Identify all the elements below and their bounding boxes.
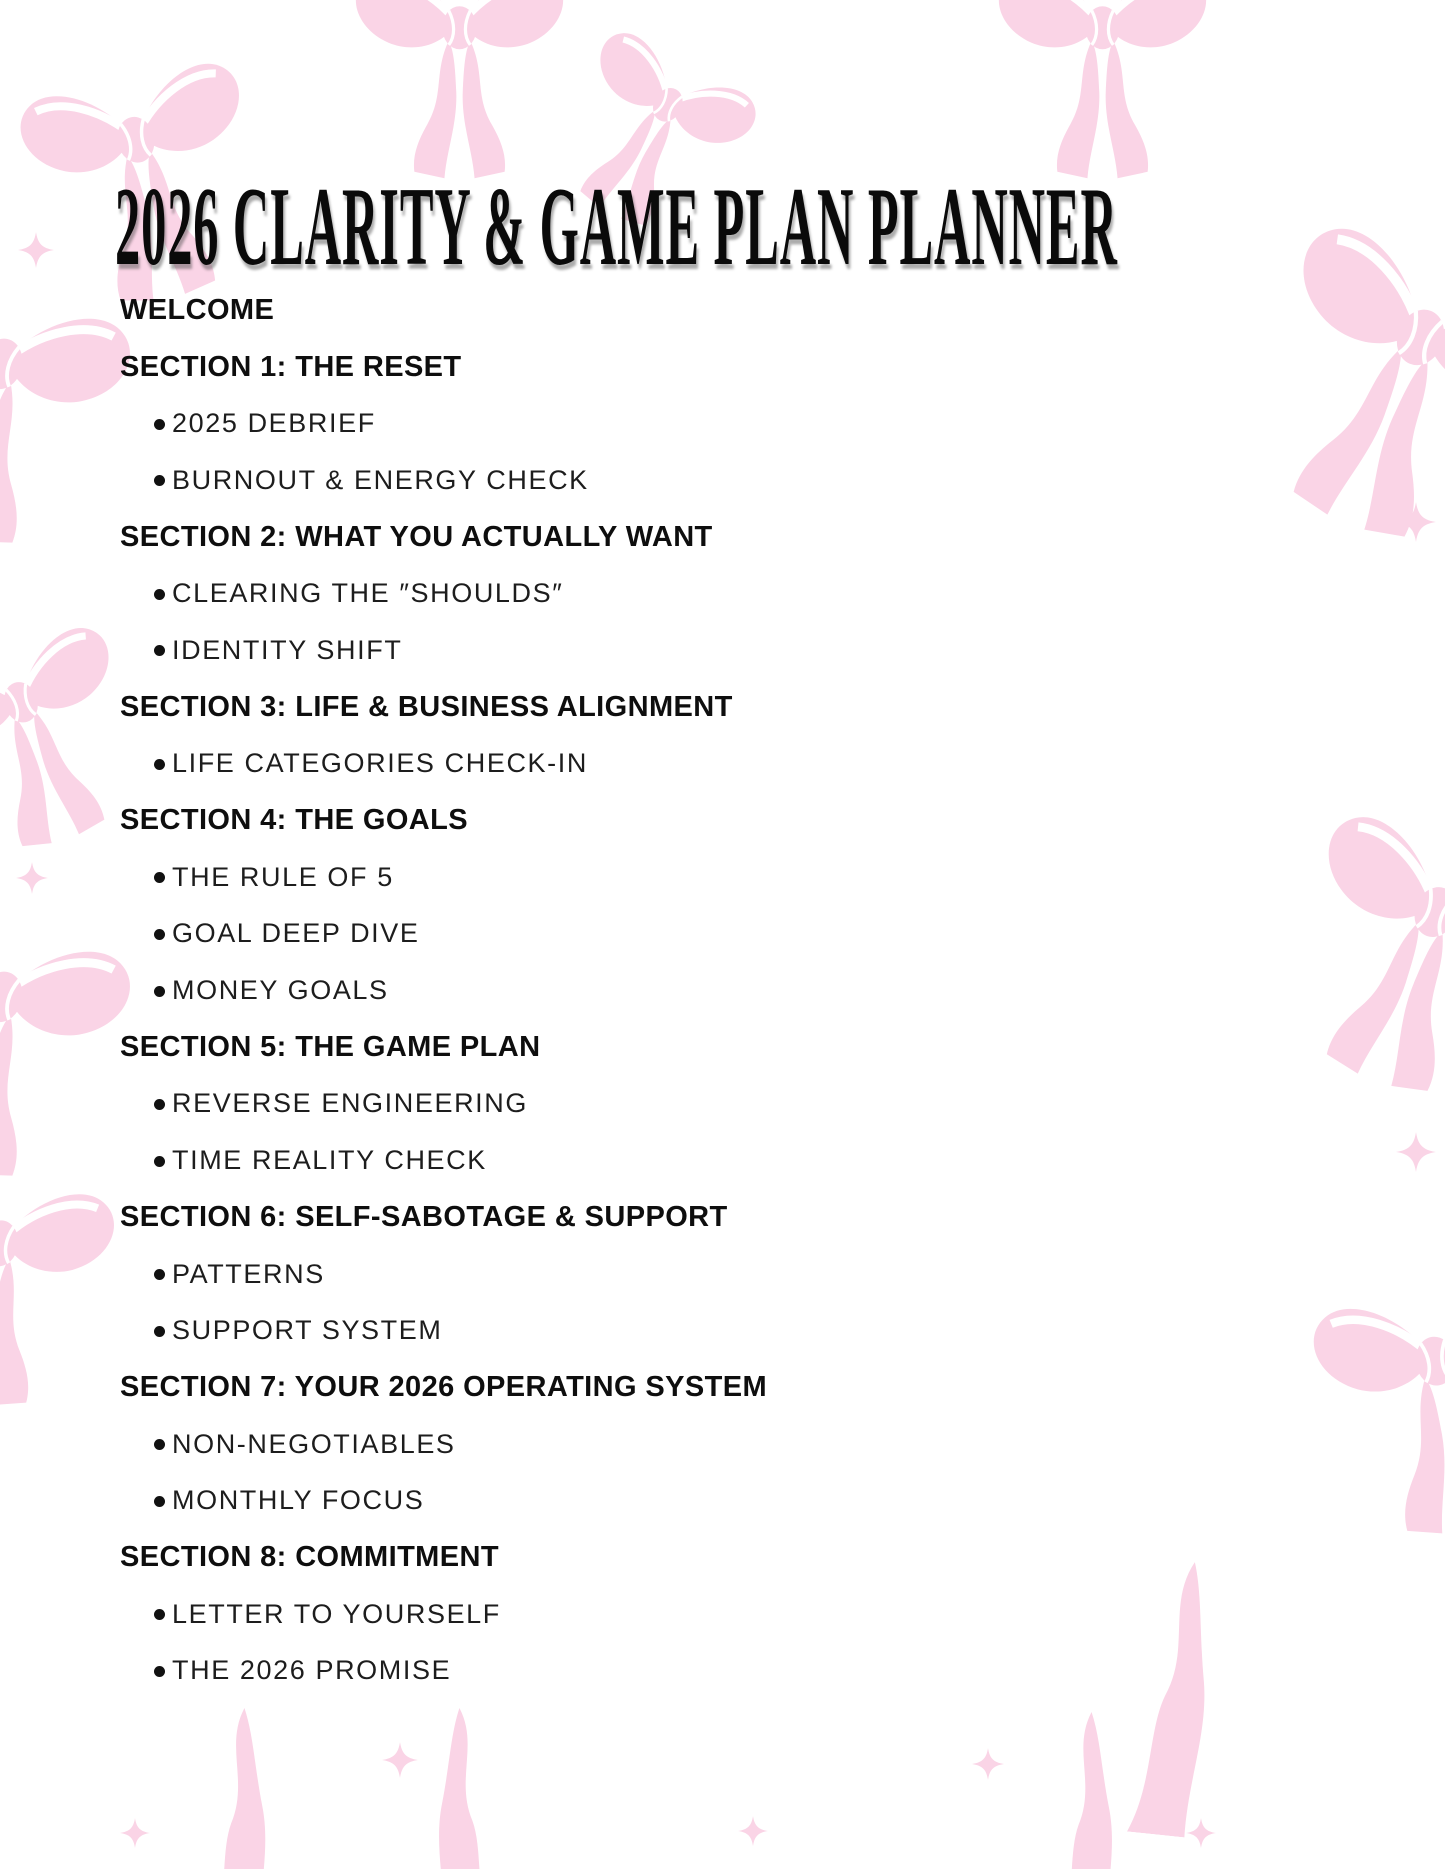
toc-label: SECTION 5: THE GAME PLAN xyxy=(120,1030,541,1063)
toc-bullet-item xyxy=(120,1586,1170,1643)
ribbon-tail-icon xyxy=(405,1708,503,1869)
bullet-dot-icon xyxy=(154,1099,165,1110)
bow-icon xyxy=(1246,748,1445,1147)
bullet-dot-icon xyxy=(154,1326,165,1337)
bullet-dot-icon xyxy=(154,589,165,600)
toc-list xyxy=(120,282,1170,1699)
toc-label: THE RULE OF 5 xyxy=(172,861,394,892)
toc-bullet-item xyxy=(120,1472,1170,1529)
sparkle-icon xyxy=(120,1818,150,1848)
toc-label: GOAL DEEP DIVE xyxy=(172,918,420,949)
toc-label: THE 2026 PROMISE xyxy=(172,1655,452,1686)
toc-bullet-item xyxy=(120,1246,1170,1303)
bullet-dot-icon xyxy=(154,1269,165,1280)
toc-heading xyxy=(120,1189,1170,1246)
toc-label: WELCOME xyxy=(120,293,275,326)
toc-heading xyxy=(120,509,1170,566)
bow-icon xyxy=(0,1113,130,1441)
toc-heading xyxy=(120,792,1170,849)
bullet-dot-icon xyxy=(154,759,165,770)
bullet-dot-icon xyxy=(154,1156,165,1167)
toc-label: REVERSE ENGINEERING xyxy=(172,1088,528,1119)
sparkle-icon xyxy=(382,1742,418,1778)
toc-label: SUPPORT SYSTEM xyxy=(172,1315,443,1346)
toc-bullet-item xyxy=(120,1076,1170,1133)
bullet-dot-icon xyxy=(154,1609,165,1620)
bullet-dot-icon xyxy=(154,1496,165,1507)
bullet-dot-icon xyxy=(154,645,165,656)
bullet-dot-icon xyxy=(154,475,165,486)
bullet-dot-icon xyxy=(154,929,165,940)
toc-label: MONTHLY FOCUS xyxy=(172,1485,425,1516)
toc-label: SECTION 8: COMMITMENT xyxy=(120,1540,499,1573)
toc-label: SECTION 7: YOUR 2026 OPERATING SYSTEM xyxy=(120,1370,768,1403)
toc-bullet-item xyxy=(120,1302,1170,1359)
toc-bullet-item xyxy=(120,452,1170,509)
toc-label: TIME REALITY CHECK xyxy=(172,1145,487,1176)
toc-bullet-item xyxy=(120,1643,1170,1700)
sparkle-icon xyxy=(18,232,54,268)
toc-label: SECTION 4: THE GOALS xyxy=(120,804,468,837)
bullet-dot-icon xyxy=(154,1666,165,1677)
toc-label: NON-NEGOTIABLES xyxy=(172,1428,456,1459)
toc-label: SECTION 6: SELF-SABOTAGE & SUPPORT xyxy=(120,1200,728,1233)
sparkle-icon xyxy=(1396,1132,1436,1172)
toc-label: MONEY GOALS xyxy=(172,975,389,1006)
toc-heading xyxy=(120,1529,1170,1586)
toc-label: SECTION 3: LIFE & BUSINESS ALIGNMENT xyxy=(120,690,733,723)
ribbon-tail-icon xyxy=(200,1708,300,1869)
toc-heading xyxy=(120,1359,1170,1416)
page-title: 2026 CLARITY & GAME PLAN PLANNER xyxy=(115,165,1118,290)
toc-bullet-item xyxy=(120,1132,1170,1189)
toc-heading xyxy=(120,679,1170,736)
toc-label: CLEARING THE ″SHOULDS″ xyxy=(172,578,564,609)
toc-bullet-item xyxy=(120,736,1170,793)
toc-bullet-item xyxy=(120,849,1170,906)
toc-label: PATTERNS xyxy=(172,1258,325,1289)
toc-bullet-item xyxy=(120,906,1170,963)
toc-bullet-item xyxy=(120,962,1170,1019)
sparkle-icon xyxy=(16,862,48,894)
bullet-dot-icon xyxy=(154,872,165,883)
bullet-dot-icon xyxy=(154,986,165,997)
bow-icon xyxy=(1297,1223,1445,1573)
bullet-dot-icon xyxy=(154,1439,165,1450)
toc-label: IDENTITY SHIFT xyxy=(172,634,403,665)
sparkle-icon xyxy=(1396,502,1436,542)
toc-label: BURNOUT & ENERGY CHECK xyxy=(172,464,589,495)
toc-heading xyxy=(120,282,1170,339)
toc-bullet-item xyxy=(120,1416,1170,1473)
toc-heading xyxy=(120,1019,1170,1076)
toc-label: 2025 DEBRIEF xyxy=(172,408,376,439)
toc-heading xyxy=(120,339,1170,396)
sparkle-icon xyxy=(738,1816,768,1846)
toc-label: SECTION 2: WHAT YOU ACTUALLY WANT xyxy=(120,520,713,553)
toc-bullet-item xyxy=(120,395,1170,452)
toc-bullet-item xyxy=(120,565,1170,622)
bullet-dot-icon xyxy=(154,419,165,430)
toc-label: LETTER TO YOURSELF xyxy=(172,1598,501,1629)
toc-label: SECTION 1: THE RESET xyxy=(120,350,462,383)
sparkle-icon xyxy=(1186,1818,1216,1848)
toc-bullet-item xyxy=(120,622,1170,679)
sparkle-icon xyxy=(972,1748,1004,1780)
toc-label: LIFE CATEGORIES CHECK-IN xyxy=(172,748,588,779)
